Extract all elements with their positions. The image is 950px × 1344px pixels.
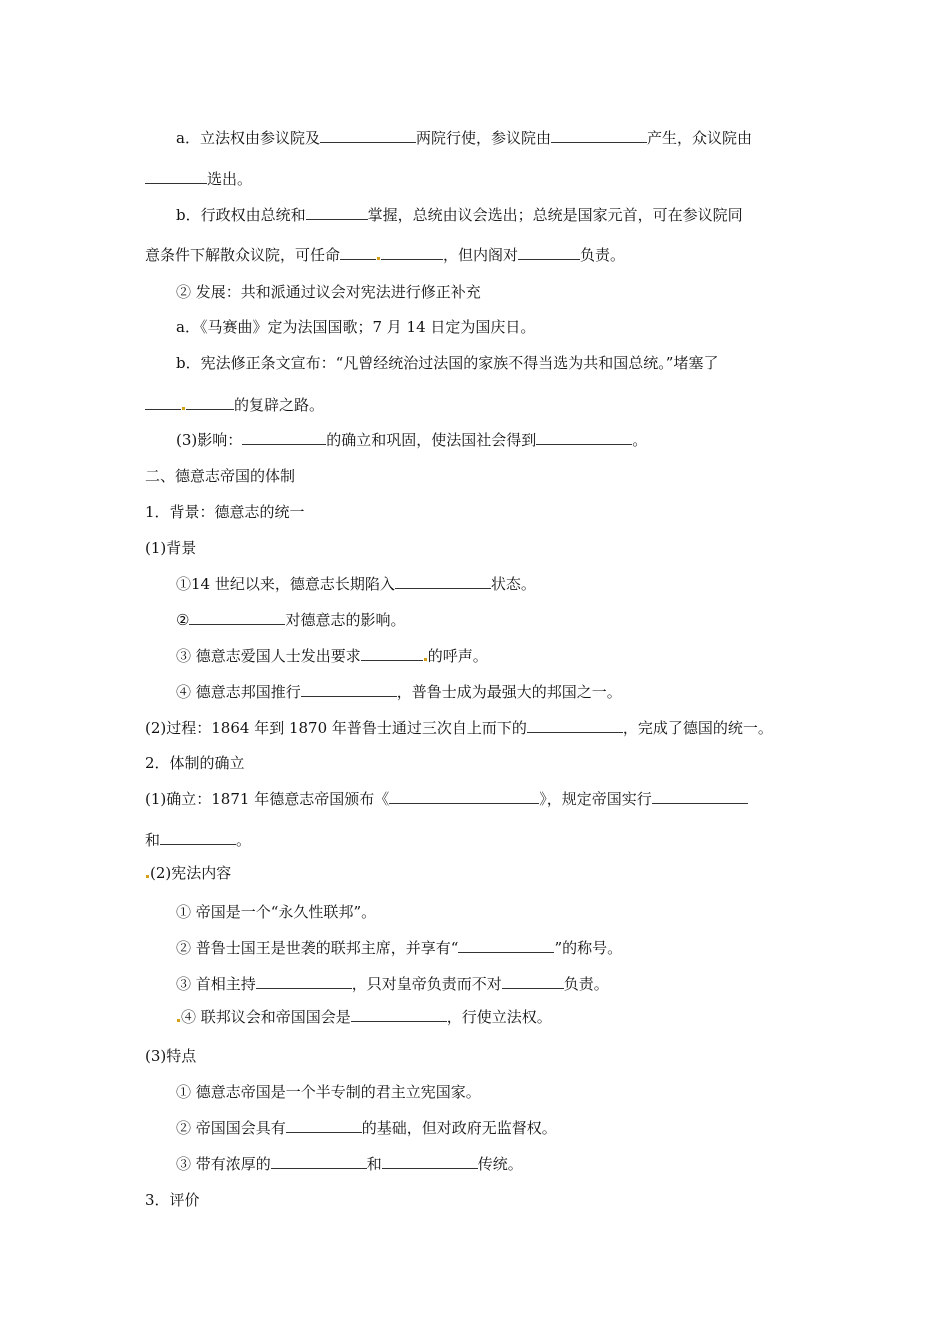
text: b．宪法修正条文宣布：“凡曾经统治过法国的家族不得当选为共和国总统。”堵塞了: [176, 354, 719, 372]
text: 》，规定帝国实行: [539, 790, 652, 808]
text: ② 发展：共和派通过议会对宪法进行修正补充: [176, 283, 481, 301]
text: ① 帝国是一个“永久性联邦”。: [176, 903, 377, 921]
text: ，行使立法权。: [446, 1008, 552, 1026]
text: ，但内阁对: [443, 246, 519, 264]
text-line: [145, 501, 305, 523]
text-line: [176, 1006, 552, 1028]
fill-blank[interactable]: [145, 168, 207, 184]
text-line: [145, 537, 196, 559]
fill-blank[interactable]: [320, 127, 416, 143]
text: (2)过程：1864 年到 1870 年普鲁士通过三次自上而下的: [145, 719, 527, 737]
fill-blank[interactable]: [381, 244, 443, 260]
fill-blank[interactable]: [340, 244, 376, 260]
fill-blank[interactable]: [652, 788, 748, 804]
text: 掌握，总统由议会选出；总统是国家元首，可在参议院同: [367, 206, 743, 224]
text-line: [176, 1153, 523, 1175]
text-line: [176, 352, 718, 374]
text-line: [176, 901, 376, 923]
section-heading: [145, 465, 295, 487]
fill-blank[interactable]: [518, 244, 580, 260]
text: a．《马赛曲》定为法国国歌；7 月 14 日定为国庆日。: [176, 318, 536, 336]
text: b．行政权由总统和: [176, 206, 306, 224]
text-line: [176, 1117, 557, 1139]
text: 。: [632, 431, 648, 449]
fill-blank[interactable]: [286, 1117, 362, 1133]
text-line: [176, 681, 622, 703]
text-line: [145, 244, 625, 266]
text: ② 帝国国会具有: [176, 1119, 286, 1137]
mark-dot: [182, 407, 185, 410]
text: (1)背景: [145, 539, 197, 557]
text-line: [145, 1045, 196, 1067]
mark-dot: [146, 875, 149, 878]
text-line: [176, 937, 622, 959]
text: 的复辟之路。: [234, 396, 325, 414]
text-line: [176, 204, 743, 226]
text: 选出。: [207, 170, 253, 188]
text: 状态。: [490, 575, 536, 593]
fill-blank[interactable]: [536, 429, 632, 445]
text: 的确立和巩固，使法国社会得到: [326, 431, 537, 449]
text: 产生，众议院由: [646, 129, 752, 147]
fill-blank[interactable]: [527, 717, 623, 733]
text: 意条件下解散众议院，可任命: [145, 246, 341, 264]
text-line: [176, 573, 536, 595]
text: ②: [176, 611, 190, 629]
fill-blank[interactable]: [271, 1153, 367, 1169]
fill-blank[interactable]: [551, 127, 647, 143]
text-line: [176, 1081, 481, 1103]
text-line: [176, 973, 609, 995]
text-line: [145, 862, 231, 884]
mark-dot: [377, 257, 380, 260]
text-line: [145, 788, 748, 810]
text: 1．背景：德意志的统一: [145, 503, 305, 521]
fill-blank[interactable]: [242, 429, 326, 445]
fill-blank[interactable]: [458, 937, 554, 953]
text: ①14 世纪以来，德意志长期陷入: [176, 575, 395, 593]
fill-blank[interactable]: [502, 973, 564, 989]
text: ④ 德意志邦国推行: [176, 683, 301, 701]
text: (3)特点: [145, 1047, 197, 1065]
text: (2)宪法内容: [150, 864, 232, 882]
text: 两院行使，参议院由: [415, 129, 551, 147]
text: ”的称号。: [554, 939, 623, 957]
fill-blank[interactable]: [145, 394, 181, 410]
text: 和: [366, 1155, 382, 1173]
text: 3．评价: [145, 1191, 200, 1209]
fill-blank[interactable]: [361, 645, 423, 661]
fill-blank[interactable]: [186, 394, 234, 410]
text-line: [176, 429, 647, 451]
text: a．立法权由参议院及: [176, 129, 320, 147]
fill-blank[interactable]: [351, 1006, 447, 1022]
text: 负责。: [563, 975, 609, 993]
fill-blank[interactable]: [301, 681, 397, 697]
text: 的呼声。: [427, 647, 488, 665]
text: ③ 带有浓厚的: [176, 1155, 271, 1173]
text: ，只对皇帝负责而不对: [351, 975, 502, 993]
text: 传统。: [477, 1155, 523, 1173]
text-line: [176, 281, 481, 303]
text: 和: [145, 831, 161, 849]
text: ，完成了德国的统一。: [622, 719, 773, 737]
text: 对德意志的影响。: [285, 611, 406, 629]
text: ③ 首相主持: [176, 975, 256, 993]
text: 二、德意志帝国的体制: [145, 467, 296, 485]
mark-dot: [424, 658, 427, 661]
fill-blank[interactable]: [189, 609, 285, 625]
text: ④ 联邦议会和帝国国会是: [181, 1008, 351, 1026]
text-line: [176, 609, 405, 631]
text: 的基础，但对政府无监督权。: [361, 1119, 557, 1137]
fill-blank[interactable]: [395, 573, 491, 589]
text: ，普鲁士成为最强大的邦国之一。: [396, 683, 622, 701]
fill-blank[interactable]: [256, 973, 352, 989]
fill-blank[interactable]: [389, 788, 539, 804]
text: ② 普鲁士国王是世袭的联邦主席，并享有“: [176, 939, 459, 957]
text-line: [145, 168, 252, 190]
text-line: [145, 829, 251, 851]
fill-blank[interactable]: [306, 204, 368, 220]
fill-blank[interactable]: [160, 829, 236, 845]
text: ① 德意志帝国是一个半专制的君主立宪国家。: [176, 1083, 481, 1101]
text: (1)确立：1871 年德意志帝国颁布《: [145, 790, 390, 808]
mark-dot: [177, 1019, 180, 1022]
fill-blank[interactable]: [382, 1153, 478, 1169]
text: 2．体制的确立: [145, 754, 245, 772]
text-line: [145, 1189, 200, 1211]
text-line: [145, 394, 324, 416]
text: (3)影响：: [176, 431, 243, 449]
text: 。: [236, 831, 252, 849]
text-line: [145, 752, 245, 774]
text: 负责。: [580, 246, 626, 264]
text-line: [176, 316, 535, 338]
text: ③ 德意志爱国人士发出要求: [176, 647, 361, 665]
text-line: [145, 717, 773, 739]
text-line: [176, 645, 488, 667]
text-line: [176, 127, 752, 149]
